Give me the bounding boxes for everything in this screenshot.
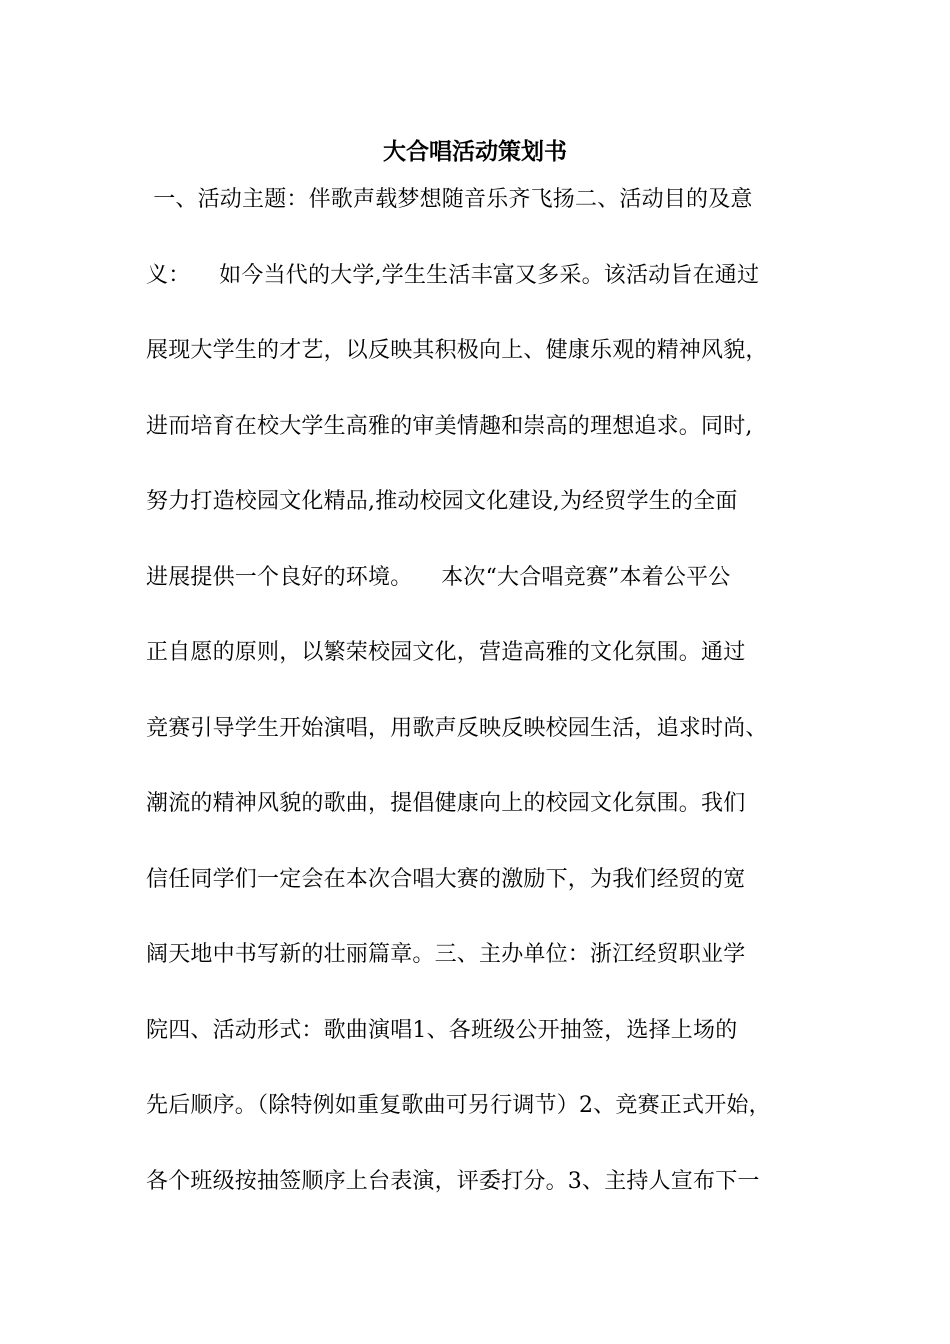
body-line: 先后顺序。（除特例如重复歌曲可另行调节）2、竞赛正式开始，	[146, 1093, 771, 1118]
body-line: 展现大学生的才艺，以反映其积极向上、健康乐观的精神风貌，	[146, 338, 768, 363]
document-title: 大合唱活动策划书	[383, 138, 567, 165]
body-line: 阔天地中书写新的壮丽篇章。三、主办单位：浙江经贸职业学	[146, 942, 746, 967]
body-line: 信任同学们一定会在本次合唱大赛的激励下，为我们经贸的宽	[146, 866, 746, 892]
body-line: 进而培育在校大学生高雅的审美情趣和崇高的理想追求。同时,	[146, 413, 753, 439]
body-line: 进展提供一个良好的环境。 本次“大合唱竞赛”本着公平公	[146, 564, 731, 590]
body-line: 义： 如今当代的大学,学生生活丰富又多采。该活动旨在通过	[146, 262, 760, 288]
body-line: 正自愿的原则，以繁荣校园文化，营造高雅的文化氛围。通过	[146, 640, 746, 665]
body-line: 努力打造校园文化精品,推动校园文化建设,为经贸学生的全面	[146, 489, 738, 514]
document-body	[146, 182, 846, 1239]
body-line: 各个班级按抽签顺序上台表演，评委打分。3、主持人宣布下一	[146, 1168, 760, 1194]
body-line: 院四、活动形式：歌曲演唱1、各班级公开抽签，选择上场的	[146, 1017, 738, 1043]
body-line: 一、活动主题：伴歌声载梦想随音乐齐飞扬二、活动目的及意	[146, 187, 753, 212]
body-line: 潮流的精神风貌的歌曲，提倡健康向上的校园文化氛围。我们	[146, 791, 746, 816]
body-line: 竞赛引导学生开始演唱，用歌声反映反映校园生活，追求时尚、	[146, 715, 768, 741]
